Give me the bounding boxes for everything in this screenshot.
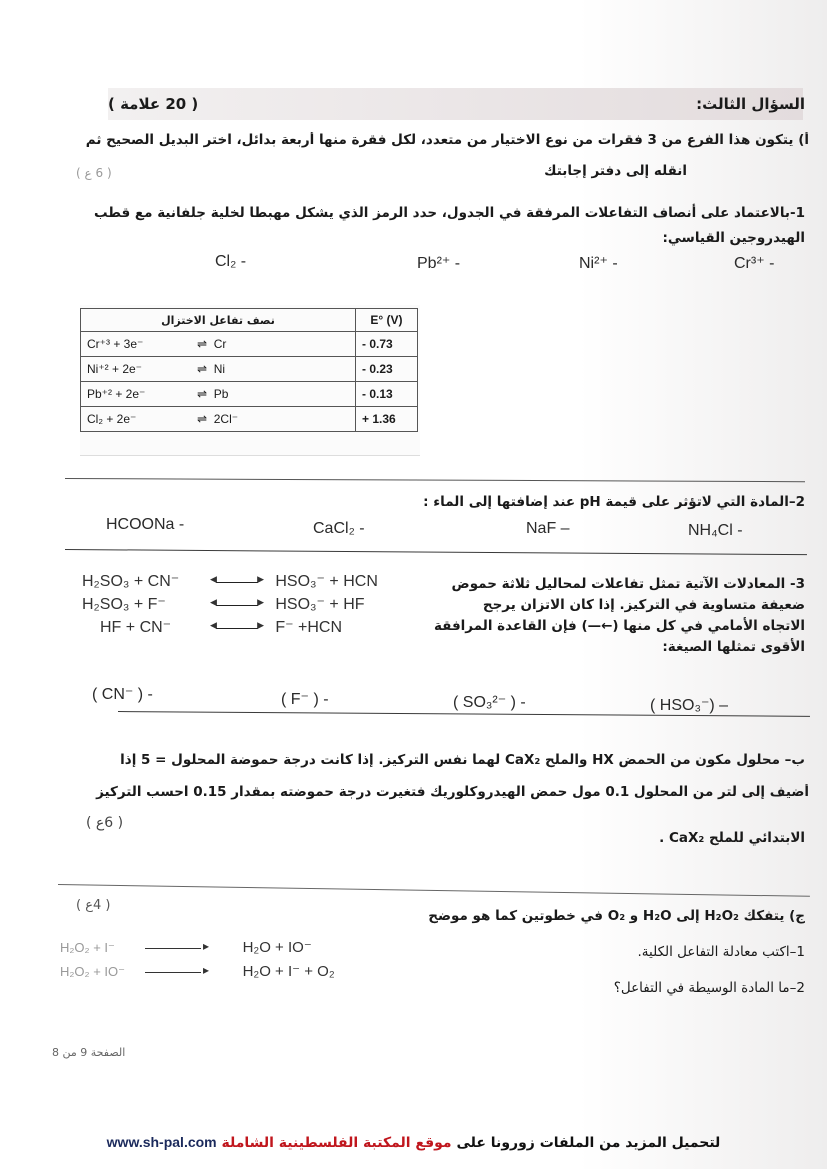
- q3-equation: [82, 594, 365, 614]
- equation-left: HF + CN⁻: [100, 619, 172, 636]
- equilibrium-arrow-icon: ⇌: [197, 387, 208, 401]
- equilibrium-arrow-icon: ⇌: [197, 362, 208, 376]
- q3-text-line: الاتجاه الأمامي في كل منها (←—) فإن القاعدة المرافقة: [433, 618, 805, 634]
- q2-option-1[interactable]: NH₄Cl -: [688, 522, 743, 539]
- part-a-intro-line2: انقله إلى دفتر إجابتك: [544, 163, 687, 179]
- double-arrow-icon: ▶ ◀: [212, 577, 262, 587]
- q3-option-1[interactable]: ( HSO₃⁻) –: [650, 697, 729, 714]
- part-b-line1: ب– محلول مكون من الحمض HX والملح CaX₂ لهما نفس التركيز. إذا كانت درجة حموضة المحلول = 5 إذا: [120, 752, 805, 768]
- q1-text-line1: 1-بالاعتماد على أنصاف التفاعلات المرفقة في الجدول، حدد الرمز الذي يشكل مهبطا لخلية جلفانية مع قطب: [93, 205, 805, 221]
- equation-left: H₂SO₃ + CN⁻: [82, 573, 180, 590]
- reaction-right: Pb: [213, 387, 229, 401]
- equilibrium-arrow-icon: ⇌: [197, 337, 208, 351]
- part-c-q1: 1–اكتب معادلة التفاعل الكلية.: [637, 944, 805, 960]
- table-row: [81, 407, 418, 432]
- q3-option-4[interactable]: ( CN⁻ ) -: [92, 686, 153, 703]
- site-footer: [0, 1134, 827, 1151]
- question-title: السؤال الثالث:: [696, 95, 805, 113]
- double-arrow-icon: ▶ ◀: [212, 623, 262, 633]
- part-c-marks: ( 4ع ): [76, 898, 111, 913]
- q1-option-4[interactable]: Cl₂ -: [215, 253, 247, 270]
- arrow-right-icon: [145, 967, 207, 977]
- double-arrow-icon: ▶ ◀: [212, 600, 262, 610]
- table-row: [81, 357, 418, 382]
- equation-right: F⁻ +HCN: [275, 619, 343, 636]
- reaction-left: Cr⁺³ + 3e⁻: [87, 337, 144, 351]
- reaction-left: Ni⁺² + 2e⁻: [87, 362, 143, 376]
- reaction-left: Cl₂ + 2e⁻: [87, 412, 137, 426]
- reaction-right: Cr: [213, 337, 227, 351]
- equation-right: H₂O + IO⁻: [242, 939, 312, 956]
- page-number: الصفحة 9 من 8: [52, 1046, 126, 1059]
- table-header-reaction: نصف تفاعل الاختزال: [81, 309, 356, 332]
- q2-option-2[interactable]: NaF –: [526, 520, 570, 537]
- q2-text: 2–المادة التي لاتؤثر على قيمة pH عند إضافتها إلى الماء :: [423, 494, 805, 510]
- e0-cell: + 1.36: [356, 407, 418, 432]
- q3-option-2[interactable]: ( SO₃²⁻ ) -: [453, 694, 526, 711]
- reaction-left: Pb⁺² + 2e⁻: [87, 387, 146, 401]
- equation-left: H₂SO₃ + F⁻: [82, 596, 166, 613]
- part-c-intro: ج) يتفكك H₂O₂ إلى H₂O و O₂ في خطوتين كما هو موضح: [428, 908, 805, 924]
- section-divider: [58, 884, 810, 897]
- q1-text-line2: الهيدروجين القياسي:: [662, 230, 805, 246]
- table-header-row: [81, 309, 418, 332]
- q3-equation: [82, 571, 378, 591]
- reaction-right: Ni: [213, 362, 226, 376]
- footer-download-text: لتحميل المزيد من الملفات زورونا على: [456, 1135, 721, 1151]
- part-c-equation: [60, 962, 335, 981]
- reduction-potentials-table: [80, 308, 418, 432]
- table-row: [81, 332, 418, 357]
- reaction-cell: [81, 407, 356, 432]
- arrow-right-icon: [145, 943, 207, 953]
- footer-site-name: موقع المكتبة الفلسطينية الشاملة: [221, 1135, 452, 1151]
- q3-text-line: 3- المعادلات الآتية تمثل تفاعلات لمحاليل ثلاثة حموض: [451, 576, 805, 592]
- equation-right: HSO₃⁻ + HF: [275, 596, 365, 613]
- equation-right: H₂O + I⁻ + O₂: [242, 963, 335, 980]
- footer-site-link[interactable]: www.sh-pal.com: [106, 1134, 217, 1150]
- equation-right: HSO₃⁻ + HCN: [275, 573, 378, 590]
- q2-option-4[interactable]: HCOONa -: [106, 516, 185, 533]
- equilibrium-arrow-icon: ⇌: [197, 412, 208, 426]
- q3-text: [415, 574, 805, 658]
- section-divider: [65, 478, 805, 482]
- q1-option-1[interactable]: Cr³⁺ -: [734, 255, 775, 272]
- e0-cell: - 0.13: [356, 382, 418, 407]
- q1-option-2[interactable]: Ni²⁺ -: [579, 255, 618, 272]
- part-c-q2: 2–ما المادة الوسيطة في التفاعل؟: [613, 980, 805, 996]
- q3-option-3[interactable]: ( F⁻ ) -: [281, 691, 329, 708]
- q1-option-3[interactable]: Pb²⁺ -: [417, 255, 461, 272]
- question-marks: ( 20 علامة ): [108, 95, 199, 113]
- table-row: [81, 382, 418, 407]
- q2-option-3[interactable]: CaCl₂ -: [313, 520, 365, 537]
- q3-equation: [82, 617, 342, 637]
- reaction-cell: [81, 357, 356, 382]
- part-b-line3: الابتدائي للملح CaX₂ .: [659, 830, 805, 846]
- part-a-intro-line1: أ) يتكون هذا الفرع من 3 فقرات من نوع الاختيار من متعدد، لكل فقرة منها أربعة بدائل، اختر البديل الصحيح ثم: [85, 132, 809, 148]
- table-header-e0: E° (V): [356, 309, 418, 332]
- equation-left: H₂O₂ + I⁻: [60, 940, 115, 955]
- equation-left: H₂O₂ + IO⁻: [60, 964, 125, 979]
- part-b-marks: ( 6ع ): [86, 815, 124, 831]
- reaction-cell: [81, 382, 356, 407]
- q3-text-line: ضعيفة متساوية في التركيز. إذا كان الاتزان يرجح: [482, 597, 805, 613]
- part-b-line2: أضيف إلى لتر من المحلول 0.1 مول حمض الهيدروكلوريك فتغيرت درجة حموضته بمقدار 0.15 احسب التركيز: [96, 784, 809, 800]
- q3-text-line: الأقوى تمثلها الصيغة:: [662, 639, 805, 655]
- part-a-marks: ( 6 ع ): [76, 166, 112, 180]
- reaction-right: 2Cl⁻: [213, 412, 239, 426]
- section-divider: [65, 549, 807, 555]
- part-c-equation: [60, 938, 312, 957]
- reaction-cell: [81, 332, 356, 357]
- e0-cell: - 0.73: [356, 332, 418, 357]
- e0-cell: - 0.23: [356, 357, 418, 382]
